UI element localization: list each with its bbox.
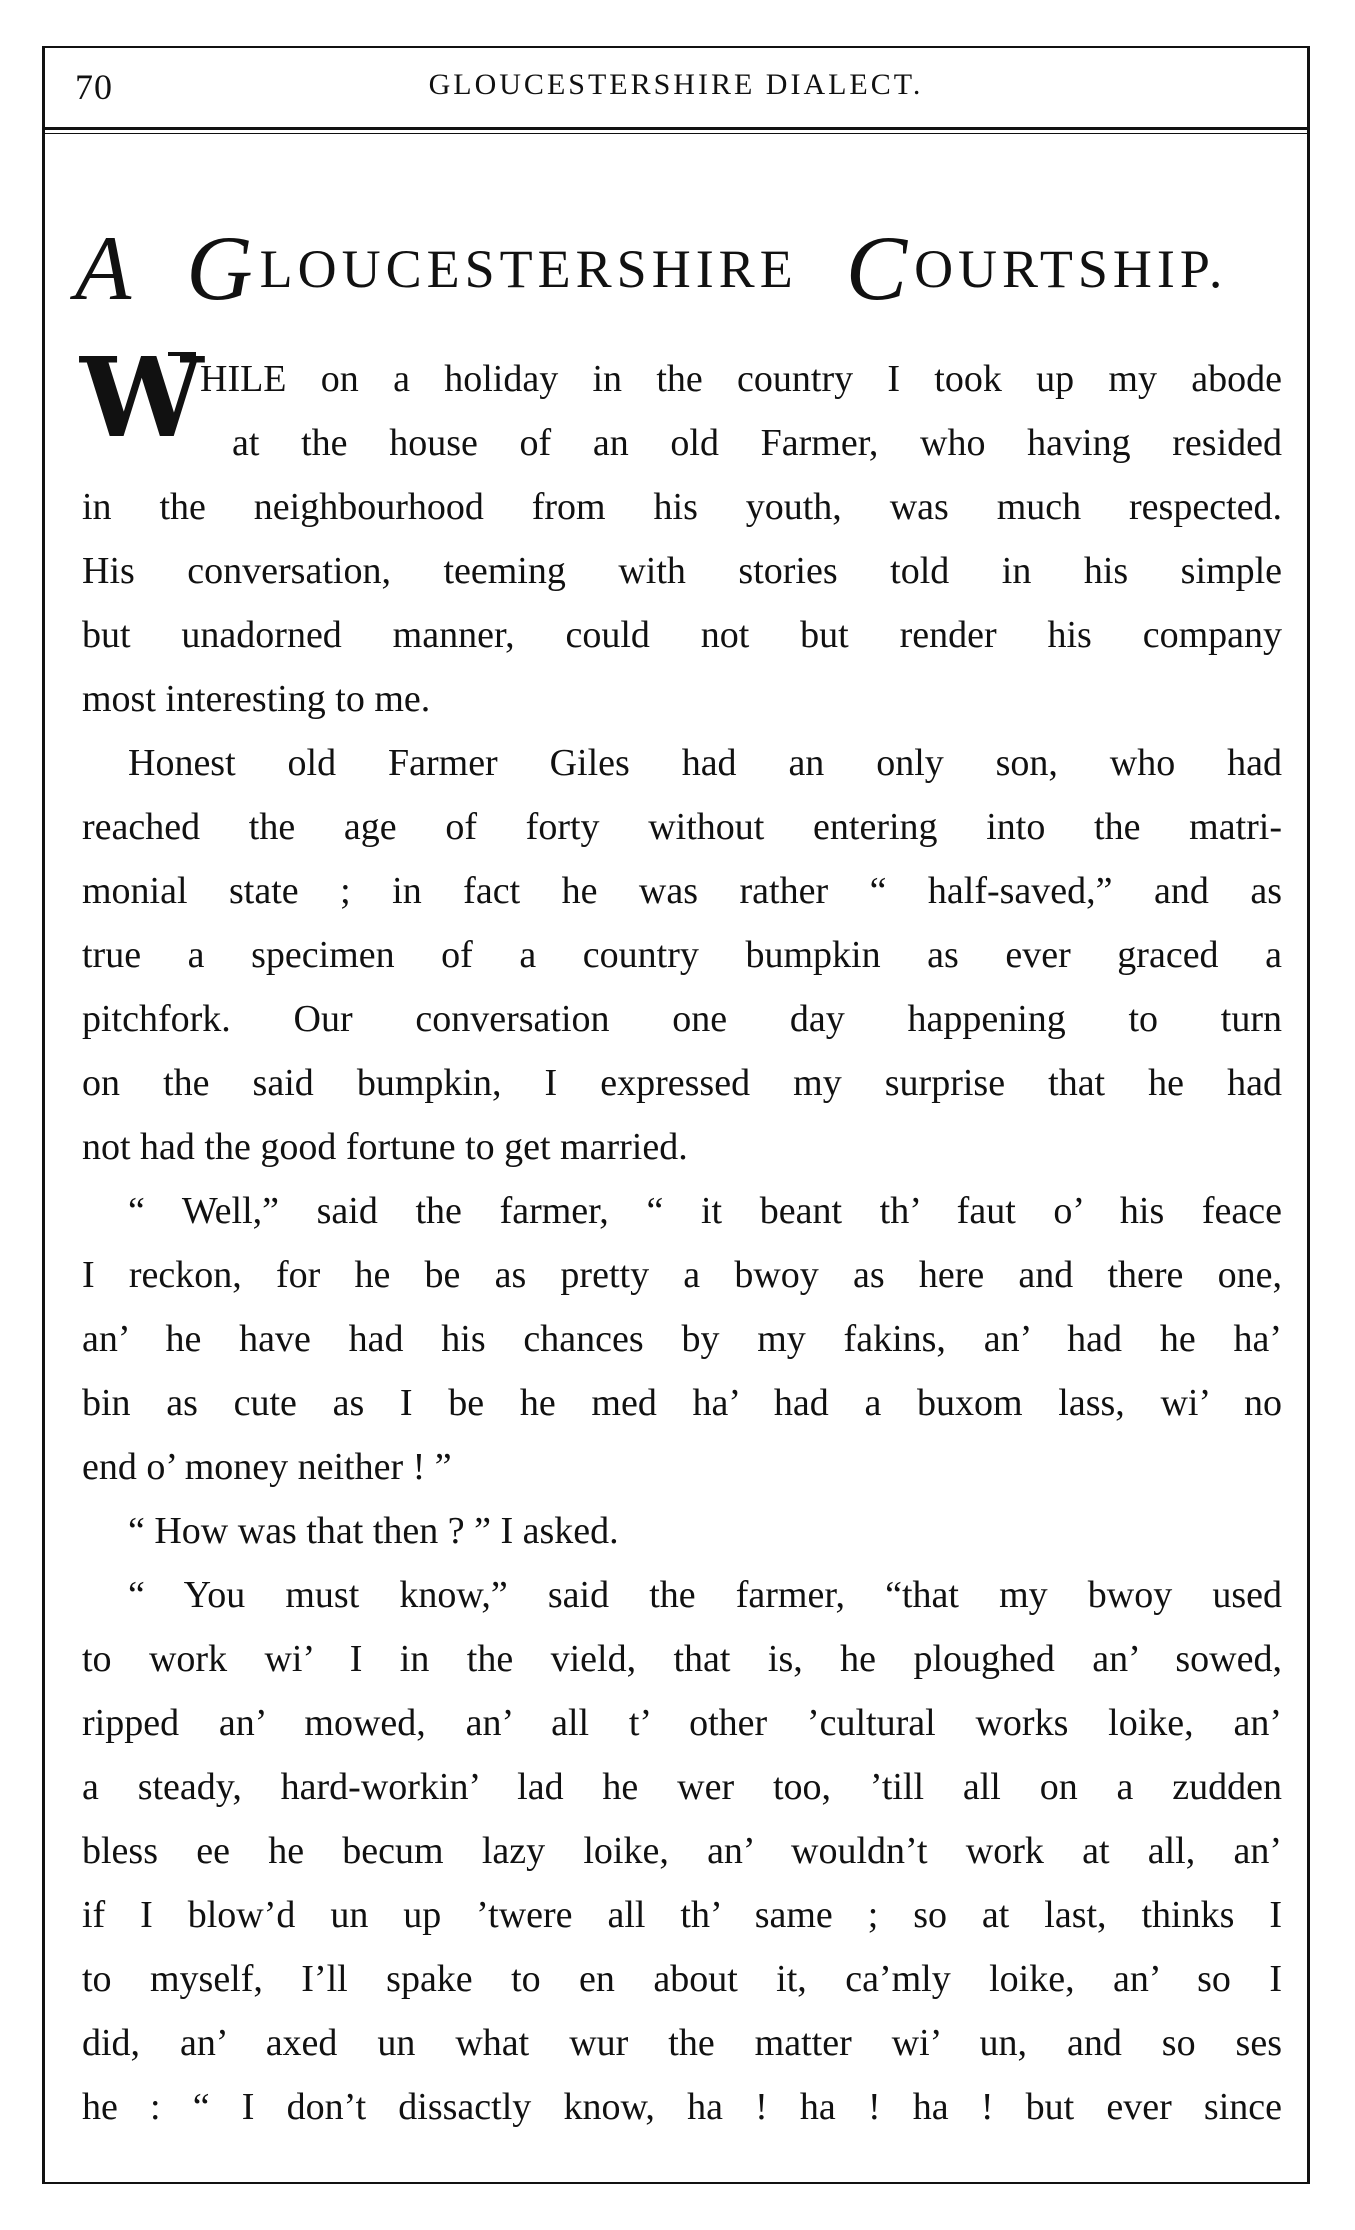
text-line: to work wi’ I in the vield, that is, he ploughed an’ sowed, <box>82 1638 1282 1680</box>
text-line: bless ee he becum lazy loike, an’ wouldn’t work at all, an’ <box>82 1830 1282 1872</box>
text-line: to myself, I’ll spake to en about it, ca’mly loike, an’ so I <box>82 1958 1282 2000</box>
text-line: did, an’ axed un what wur the matter wi’ un, and so ses <box>82 2022 1282 2064</box>
text-line: on the said bumpkin, I expressed my surprise that he had <box>82 1062 1282 1104</box>
text-line: reached the age of forty without entering into the matri- <box>82 806 1282 848</box>
page-number: 70 <box>75 67 113 107</box>
text-line: if I blow’d un up ’twere all th’ same ; so at last, thinks I <box>82 1894 1282 1936</box>
title-word-courtship: OURTSHIP. <box>914 239 1228 299</box>
drop-cap-ornament <box>168 352 196 366</box>
text-line: “ Well,” said the farmer, “ it beant th’ faut o’ his feace <box>128 1190 1282 1232</box>
text-line: “ How was that then ? ” I asked. <box>128 1510 619 1552</box>
text-line: HILE on a holiday in the country I took up my abode <box>200 358 1282 400</box>
text-line: true a specimen of a country bumpkin as ever graced a <box>82 934 1282 976</box>
text-line: but unadorned manner, could not but render his company <box>82 614 1282 656</box>
header-rule <box>45 127 1307 134</box>
text-line: ripped an’ mowed, an’ all t’ other ’cultural works loike, an’ <box>82 1702 1282 1744</box>
text-line: not had the good fortune to get married. <box>82 1126 688 1168</box>
text-line: “ You must know,” said the farmer, “that my bwoy used <box>128 1574 1282 1616</box>
drop-cap-letter: W <box>80 333 194 462</box>
title-word-gloucestershire: LOUCESTERSHIRE <box>259 239 798 299</box>
text-line: pitchfork. Our conversation one day happening to turn <box>82 998 1282 1040</box>
text-line: a steady, hard-workin’ lad he wer too, ’till all on a zudden <box>82 1766 1282 1808</box>
running-header <box>45 60 1307 120</box>
text-line: bin as cute as I be he med ha’ had a buxom lass, wi’ no <box>82 1382 1282 1424</box>
text-line: Honest old Farmer Giles had an only son, who had <box>128 742 1282 784</box>
title-initial-c: C <box>845 217 913 319</box>
text-line: most interesting to me. <box>82 678 431 720</box>
text-line: in the neighbourhood from his youth, was much respected. <box>82 486 1282 528</box>
text-line: he : “ I don’t dissactly know, ha ! ha ! ha ! but ever since <box>82 2086 1282 2128</box>
text-line: monial state ; in fact he was rather “ half-saved,” and as <box>82 870 1282 912</box>
text-line: an’ he have had his chances by my fakins, an’ had he ha’ <box>82 1318 1282 1360</box>
text-line: His conversation, teeming with stories told in his simple <box>82 550 1282 592</box>
text-line: at the house of an old Farmer, who having resided <box>232 422 1282 464</box>
article-title <box>75 217 1285 319</box>
text-line: end o’ money neither ! ” <box>82 1446 452 1488</box>
running-title: GLOUCESTERSHIRE DIALECT. <box>428 68 924 101</box>
text-line: I reckon, for he be as pretty a bwoy as here and there one, <box>82 1254 1282 1296</box>
title-initial-a: A <box>75 217 137 319</box>
title-initial-g: G <box>186 217 258 319</box>
